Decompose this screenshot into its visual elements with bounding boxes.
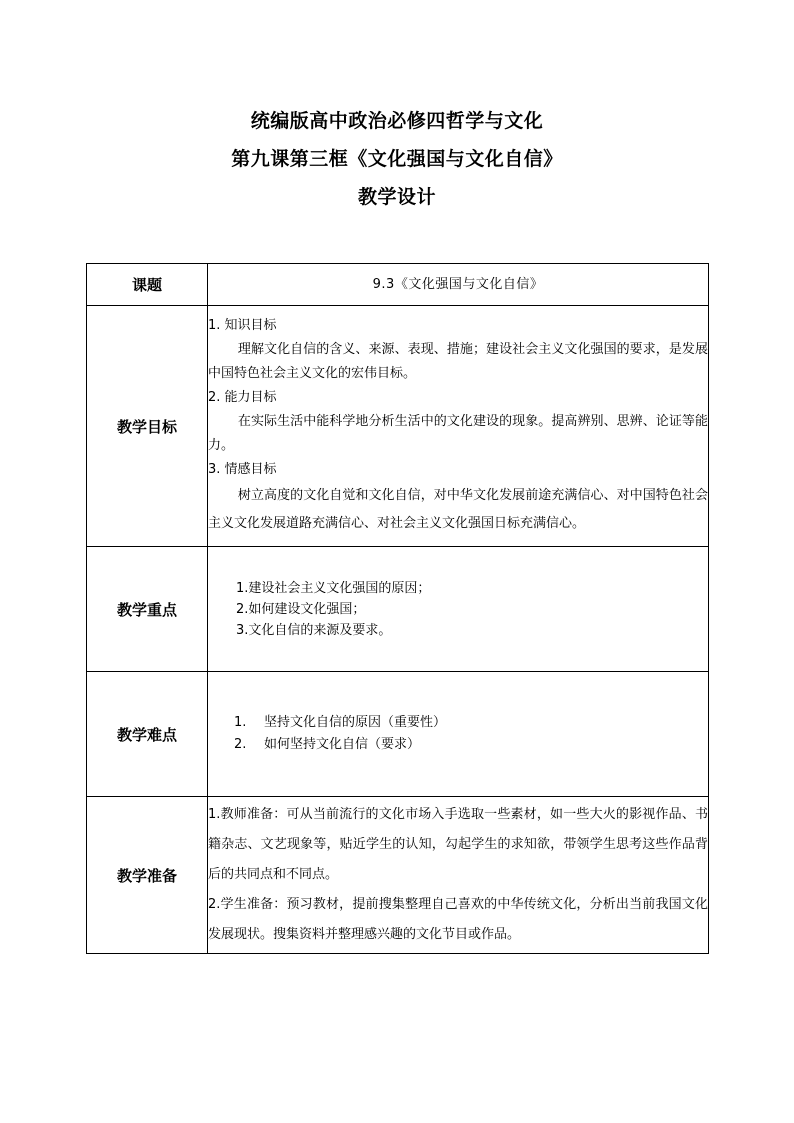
value-difficulties xyxy=(208,672,709,797)
key-point-item: 1.建设社会主义文化强国的原因； xyxy=(236,580,431,596)
label-topic: 课题 xyxy=(87,264,208,306)
row-difficulties xyxy=(87,672,709,797)
key-point-item: 3.文化自信的来源及要求。 xyxy=(236,622,392,638)
key-point-item: 2.如何建设文化强国； xyxy=(236,601,366,617)
value-preparation xyxy=(208,797,709,954)
row-topic xyxy=(87,264,709,306)
row-key-points xyxy=(87,547,709,672)
document-title xyxy=(0,102,794,216)
difficulty-item xyxy=(234,734,708,756)
value-topic: 9.3《文化强国与文化自信》 xyxy=(208,264,709,306)
title-line-2: 第九课第三框《文化强国与文化自信》 xyxy=(231,148,563,170)
label-preparation: 教学准备 xyxy=(87,797,208,954)
label-objectives: 教学目标 xyxy=(87,306,208,547)
difficulty-text: 坚持文化自信的原因（重要性） xyxy=(264,715,447,730)
difficulty-number: 2. xyxy=(234,737,247,752)
row-preparation xyxy=(87,797,709,954)
label-key-points: 教学重点 xyxy=(87,547,208,672)
label-difficulties: 教学难点 xyxy=(87,672,208,797)
difficulty-text: 如何坚持文化自信（要求） xyxy=(264,737,421,752)
knowledge-text: 理解文化自信的含义、来源、表现、措施；建设社会主义文化强国的要求，是发展中国特色社会主义文化的宏伟目标。 xyxy=(208,342,708,381)
value-key-points xyxy=(208,547,709,672)
row-objectives xyxy=(87,306,709,547)
title-line-1: 统编版高中政治必修四哲学与文化 xyxy=(250,110,544,132)
value-objectives xyxy=(208,306,709,547)
title-line-3: 教学设计 xyxy=(357,186,436,208)
difficulty-number: 1. xyxy=(234,715,247,730)
knowledge-heading: 1. 知识目标 xyxy=(208,318,277,333)
ability-text: 在实际生活中能科学地分析生活中的文化建设的现象。提高辨别、思辨、论证等能力。 xyxy=(208,414,708,453)
lesson-plan-table xyxy=(86,263,709,954)
emotion-text: 树立高度的文化自觉和文化自信，对中华文化发展前途充满信心、对中国特色社会主义文化发展道路充满信心、对社会主义文化强国日标充满信心。 xyxy=(208,488,708,531)
student-preparation: 2.学生准备：预习教材，提前搜集整理自己喜欢的中华传统文化，分析出当前我国文化发展现状。搜集资料并整理感兴趣的文化节目或作品。 xyxy=(208,897,708,942)
teacher-preparation: 1.教师准备：可从当前流行的文化市场入手选取一些素材，如一些大火的影视作品、书籍杂志、文艺现象等，贴近学生的认知，勾起学生的求知欲，带领学生思考这些作品背后的共同点和不同点。 xyxy=(208,807,708,882)
ability-heading: 2. 能力目标 xyxy=(208,390,277,405)
difficulty-item xyxy=(234,712,708,734)
emotion-heading: 3. 情感目标 xyxy=(208,462,277,477)
